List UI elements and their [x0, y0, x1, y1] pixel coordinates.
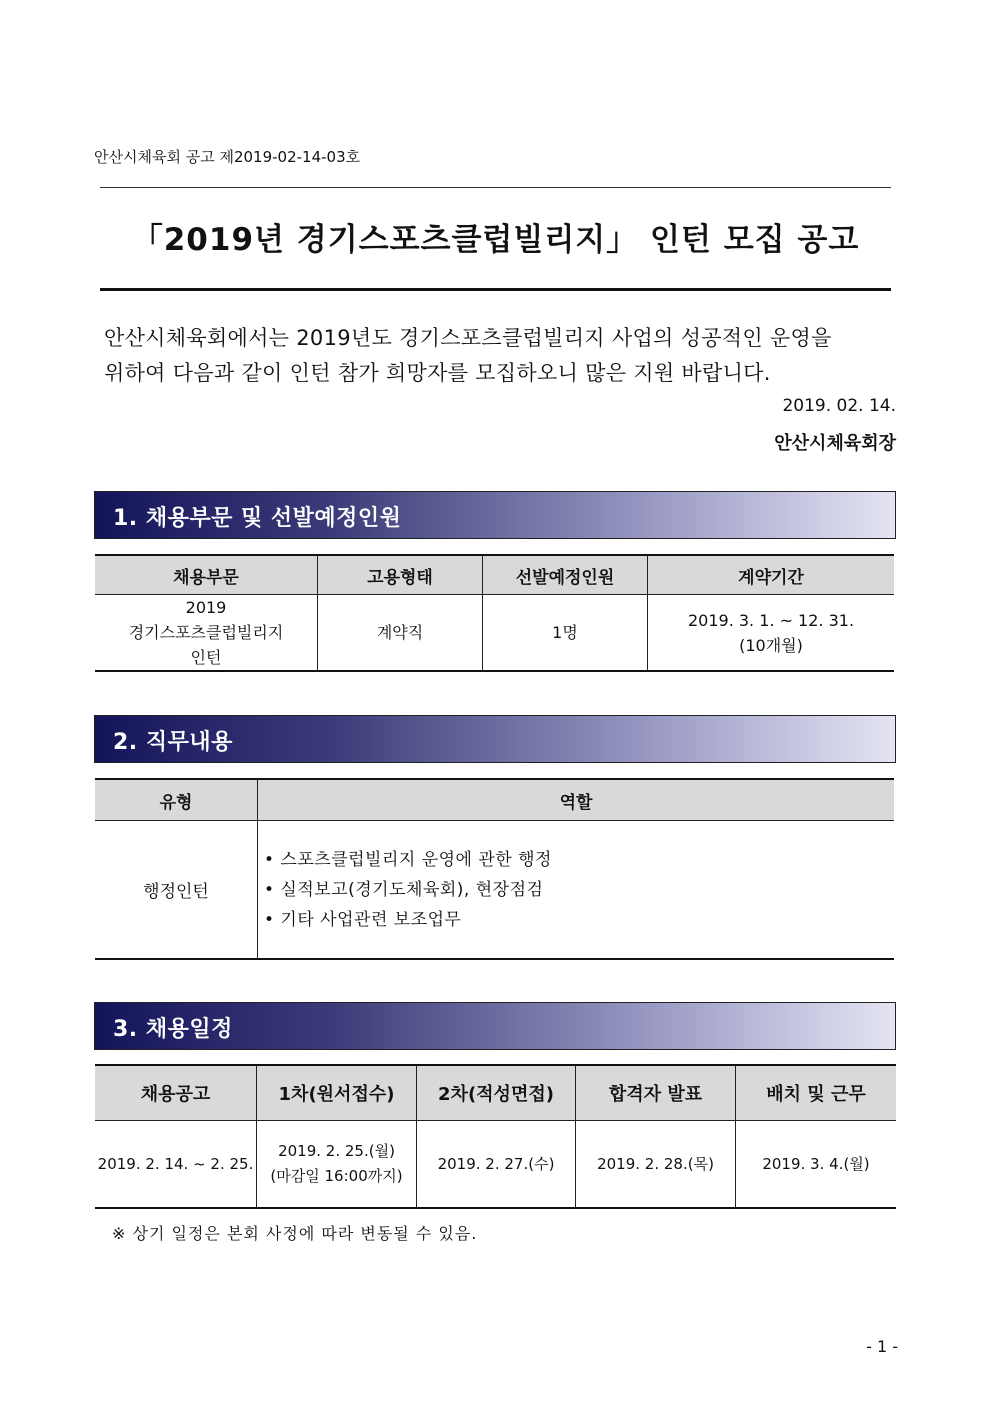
role-item-3: • 기타 사업관련 보조업무 [264, 909, 462, 930]
table-header-row [95, 779, 894, 821]
intro-line-1: 안산시체육회에서는 2019년도 경기스포츠클럽빌리지 사업의 성공적인 운영을 [104, 326, 832, 350]
col-header-role: 역할 [258, 779, 895, 821]
page-number: - 1 - [866, 1337, 898, 1356]
cell-field-line-1: 2019 [185, 598, 227, 617]
issuer-name: 안산시체육회장 [774, 433, 896, 454]
col-header-placement: 배치 및 근무 [736, 1065, 897, 1121]
cell-placement: 2019. 3. 4.(월) [736, 1121, 897, 1209]
announcement-date: 2019. 02. 14. [782, 396, 896, 416]
col-header-first-round: 1차(원서접수) [257, 1065, 417, 1121]
cell-roles [258, 821, 895, 960]
table-row [95, 821, 894, 960]
col-header-field: 채용부문 [95, 555, 318, 595]
cell-period-line-2: (10개월) [739, 635, 803, 655]
section-2-header [94, 715, 896, 763]
col-header-headcount: 선발예정인원 [483, 555, 648, 595]
cell-field [95, 595, 318, 672]
col-header-second-round: 2차(적성면접) [417, 1065, 576, 1121]
cell-first-round-line-2: (마감일 16:00까지) [270, 1167, 403, 1185]
schedule-footnote: ※ 상기 일정은 본회 사정에 따라 변동될 수 있음. [112, 1224, 478, 1243]
cell-headcount: 1명 [483, 595, 648, 672]
cell-announcement-period: 2019. 2. 14. ~ 2. 25. [95, 1121, 257, 1209]
cell-result: 2019. 2. 28.(목) [576, 1121, 736, 1209]
section-1-title: 1. 채용부문 및 선발예정인원 [113, 506, 402, 531]
col-header-type: 고용형태 [318, 555, 483, 595]
intro-line-2: 위하여 다음과 같이 인턴 참가 희망자를 모집하오니 많은 지원 바랍니다. [104, 361, 771, 385]
role-item-2: • 실적보고(경기도체육회), 현장점검 [264, 879, 544, 900]
cell-employment-type: 계약직 [318, 595, 483, 672]
cell-period [648, 595, 895, 672]
page-title: 「2019년 경기스포츠클럽빌리지」 인턴 모집 공고 [131, 222, 860, 258]
section-3-title: 3. 채용일정 [113, 1017, 233, 1042]
section-1-header [94, 491, 896, 539]
duties-table [95, 778, 894, 960]
notice-number: 안산시체육회 공고 제2019-02-14-03호 [94, 148, 361, 166]
cell-period-line-1: 2019. 3. 1. ~ 12. 31. [687, 610, 855, 630]
col-header-category: 유형 [95, 779, 258, 821]
cell-field-line-2: 경기스포츠클럽빌리지 [128, 623, 284, 642]
table-row [95, 595, 894, 672]
section-2-title: 2. 직무내용 [113, 730, 233, 755]
recruitment-table [95, 554, 894, 672]
col-header-announcement: 채용공고 [95, 1065, 257, 1121]
cell-second-round: 2019. 2. 27.(수) [417, 1121, 576, 1209]
table-header-row [95, 555, 894, 595]
cell-job-type: 행정인턴 [95, 821, 258, 960]
cell-first-round [257, 1121, 417, 1209]
table-header-row [95, 1065, 896, 1121]
role-item-1: • 스포츠클럽빌리지 운영에 관한 행정 [264, 849, 552, 870]
schedule-table [95, 1064, 896, 1209]
section-3-header [94, 1002, 896, 1050]
cell-first-round-line-1: 2019. 2. 25.(월) [278, 1142, 395, 1160]
col-header-period: 계약기간 [648, 555, 895, 595]
title-divider [100, 288, 891, 291]
cell-field-line-3: 인턴 [190, 648, 222, 667]
col-header-result: 합격자 발표 [576, 1065, 736, 1121]
top-divider [100, 187, 891, 188]
table-row [95, 1121, 896, 1209]
